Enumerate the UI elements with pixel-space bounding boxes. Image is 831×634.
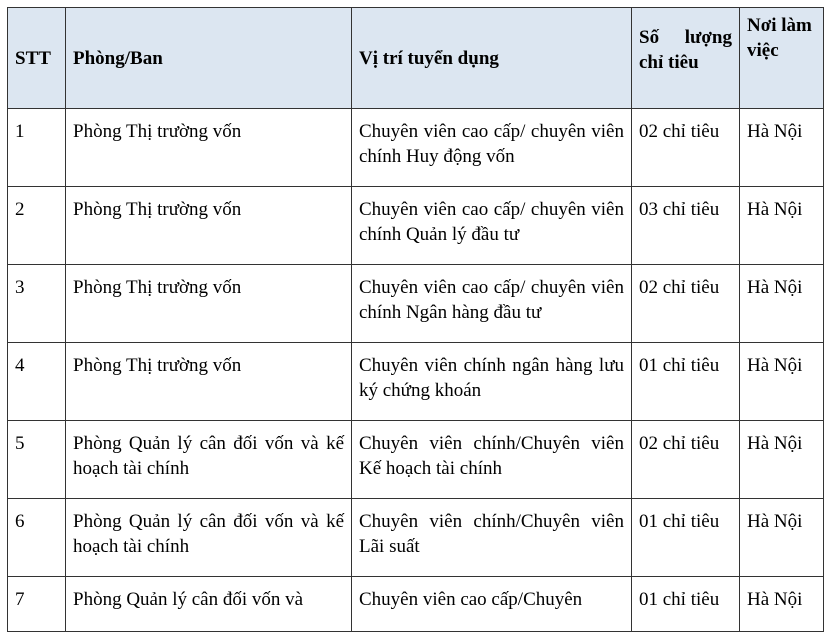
header-department: Phòng/Ban	[66, 8, 352, 109]
table-row	[8, 343, 824, 421]
cell-location: Hà Nội	[740, 187, 824, 265]
cell-department: Phòng Thị trường vốn	[66, 343, 352, 421]
cell-location: Hà Nội	[740, 265, 824, 343]
cell-location: Hà Nội	[740, 421, 824, 499]
table-body	[8, 109, 824, 632]
recruitment-table	[7, 7, 824, 632]
table-row	[8, 577, 824, 632]
cell-quota: 02 chỉ tiêu	[632, 421, 740, 499]
table-header	[8, 8, 824, 109]
header-stt: STT	[8, 8, 66, 109]
cell-position: Chuyên viên chính/Chuyên viên Kế hoạch tài chính	[352, 421, 632, 499]
header-position: Vị trí tuyển dụng	[352, 8, 632, 109]
table-row	[8, 421, 824, 499]
cell-location: Hà Nội	[740, 499, 824, 577]
header-row	[8, 8, 824, 109]
table-row	[8, 187, 824, 265]
header-quota: Số lượng chỉ tiêu	[632, 8, 740, 109]
cell-stt: 3	[8, 265, 66, 343]
cell-stt: 1	[8, 109, 66, 187]
table-row	[8, 109, 824, 187]
cell-position: Chuyên viên cao cấp/ chuyên viên chính Quản lý đầu tư	[352, 187, 632, 265]
table-row	[8, 499, 824, 577]
cell-quota: 02 chỉ tiêu	[632, 109, 740, 187]
cell-location: Hà Nội	[740, 343, 824, 421]
cell-location: Hà Nội	[740, 109, 824, 187]
cell-position: Chuyên viên cao cấp/ chuyên viên chính Huy động vốn	[352, 109, 632, 187]
cell-quota: 01 chỉ tiêu	[632, 577, 740, 632]
cell-department: Phòng Thị trường vốn	[66, 187, 352, 265]
header-location: Nơi làm việc	[740, 8, 824, 109]
cell-stt: 7	[8, 577, 66, 632]
cell-quota: 02 chỉ tiêu	[632, 265, 740, 343]
cell-department: Phòng Quản lý cân đối vốn và kế hoạch tài chính	[66, 421, 352, 499]
cell-department: Phòng Thị trường vốn	[66, 109, 352, 187]
cell-stt: 5	[8, 421, 66, 499]
table-row	[8, 265, 824, 343]
cell-position: Chuyên viên cao cấp/ chuyên viên chính Ngân hàng đầu tư	[352, 265, 632, 343]
cell-position: Chuyên viên chính/Chuyên viên Lãi suất	[352, 499, 632, 577]
cell-quota: 01 chỉ tiêu	[632, 343, 740, 421]
cell-department: Phòng Quản lý cân đối vốn và kế hoạch tài chính	[66, 499, 352, 577]
cell-position: Chuyên viên chính ngân hàng lưu ký chứng khoán	[352, 343, 632, 421]
cell-department: Phòng Thị trường vốn	[66, 265, 352, 343]
cell-quota: 01 chỉ tiêu	[632, 499, 740, 577]
cell-department: Phòng Quản lý cân đối vốn và	[66, 577, 352, 632]
cell-quota: 03 chỉ tiêu	[632, 187, 740, 265]
cell-stt: 6	[8, 499, 66, 577]
cell-stt: 4	[8, 343, 66, 421]
cell-position: Chuyên viên cao cấp/Chuyên	[352, 577, 632, 632]
cell-location: Hà Nội	[740, 577, 824, 632]
cell-stt: 2	[8, 187, 66, 265]
